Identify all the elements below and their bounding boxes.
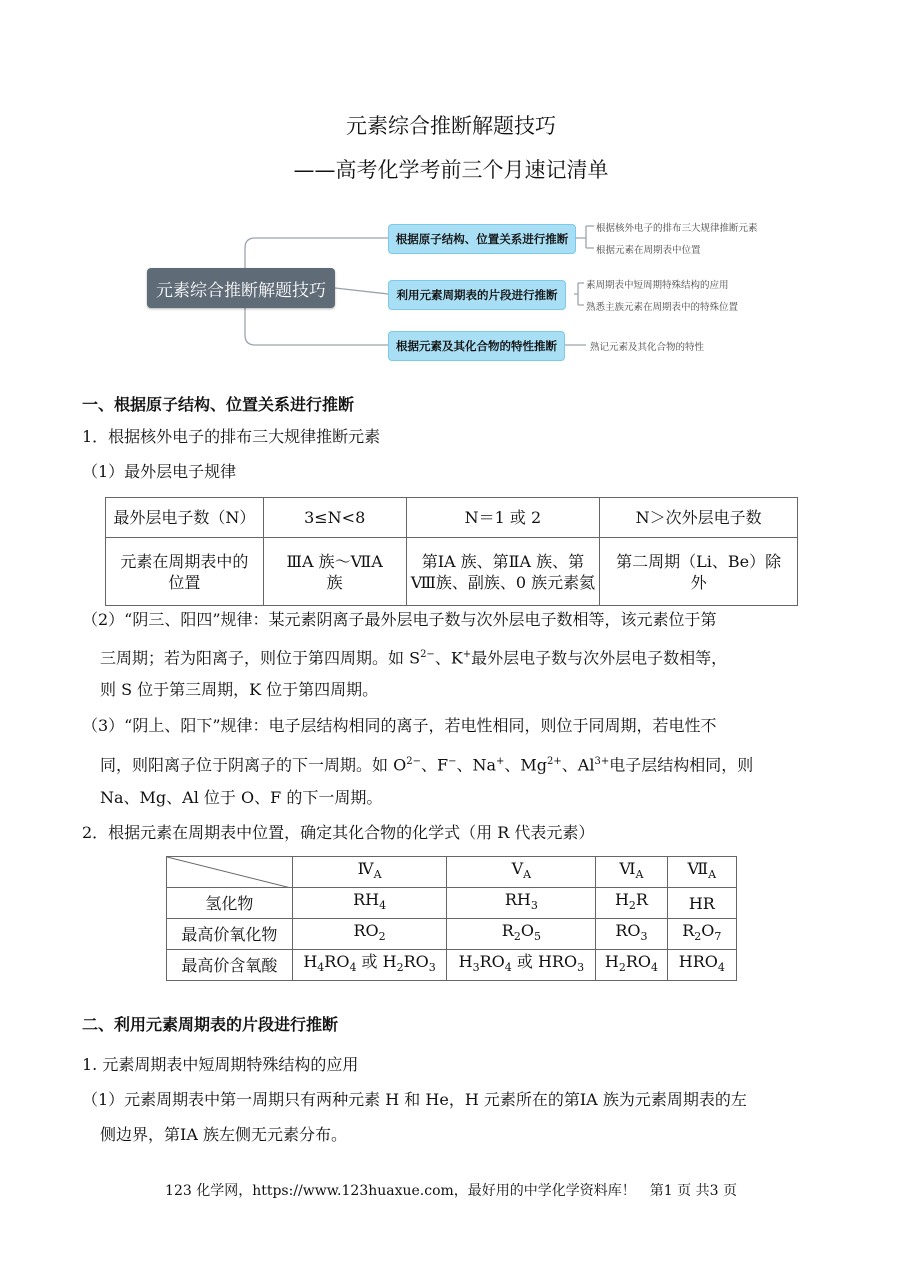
table-cell: 元素在周期表中的位置 bbox=[106, 538, 264, 606]
mindmap-leaf: 熟记元素及其化合物的特性 bbox=[590, 342, 705, 353]
paragraph-line: 则 S 位于第三周期，K 位于第四周期。 bbox=[100, 680, 379, 699]
table-cell: $RH_3$ bbox=[447, 888, 596, 919]
paragraph-line: 同，则阳离子位于阴离子的下一周期。如 $O^{2-}$、F−、Na+、$Mg^{2+}$、$Al^{3+}$电子层结构相同，则 bbox=[100, 755, 754, 775]
table-diagonal-header bbox=[167, 857, 293, 888]
mindmap-center-node: 元素综合推断解题技巧 bbox=[147, 268, 335, 308]
table-cell: $H_4RO_4$ 或 $H_2RO_3$ bbox=[292, 950, 447, 981]
table-cell: $R_2O_5$ bbox=[447, 919, 596, 950]
paragraph-line: （3）“阴上、阳下”规律：电子层结构相同的离子，若电性相同，则位于同周期，若电性不 bbox=[82, 716, 717, 735]
mindmap-leaf: 素周期表中短周期特殊结构的应用 bbox=[586, 280, 729, 291]
doc-title: 元素综合推断解题技巧 bbox=[346, 114, 556, 138]
table-row-label: 最高价含氧酸 bbox=[167, 950, 293, 981]
table-cell: 最外层电子数（N） bbox=[106, 498, 264, 538]
table-cell: $RO_3$ bbox=[596, 919, 667, 950]
section-heading: 二、利用元素周期表的片段进行推断 bbox=[82, 1015, 339, 1034]
mindmap-branch-1: 根据原子结构、位置关系进行推断 bbox=[388, 224, 576, 254]
diagonal-line bbox=[167, 857, 291, 888]
mindmap-branch-2: 利用元素周期表的片段进行推断 bbox=[388, 280, 566, 310]
paragraph-line: （1）元素周期表中第一周期只有两种元素 H 和 He，H 元素所在的第ⅠA 族为元素周期表的左 bbox=[82, 1090, 747, 1109]
table-cell: HR bbox=[667, 888, 736, 919]
mindmap-leaf: 根据元素在周期表中位置 bbox=[596, 245, 701, 256]
paragraph-line: Na、Mg、Al 位于 O、F 的下一周期。 bbox=[100, 788, 383, 807]
electron-rule-table bbox=[105, 497, 798, 606]
table-cell: 3≤N<8 bbox=[263, 498, 406, 538]
table-col-header: $Ⅶ_A$ bbox=[667, 857, 736, 888]
table-row-label: 最高价氧化物 bbox=[167, 919, 293, 950]
table-cell: $RH_4$ bbox=[292, 888, 447, 919]
table-cell: $HRO_4$ bbox=[667, 950, 736, 981]
table-cell: 第ⅠA 族、第ⅡA 族、第Ⅷ族、副族、0 族元素氦 bbox=[406, 538, 600, 606]
paragraph-line: （2）“阴三、阳四”规律：某元素阴离子最外层电子数与次外层电子数相等，该元素位于第 bbox=[82, 610, 717, 629]
table-cell: $H_2R$ bbox=[596, 888, 667, 919]
mindmap-connectors bbox=[0, 0, 902, 380]
table-col-header: $Ⅳ_A$ bbox=[292, 857, 447, 888]
section-heading: 一、根据原子结构、位置关系进行推断 bbox=[82, 395, 355, 414]
sub-item-text: （1）最外层电子规律 bbox=[82, 462, 237, 481]
table-col-header: $Ⅴ_A$ bbox=[447, 857, 596, 888]
table-cell: 第二周期（Li、Be）除外 bbox=[600, 538, 798, 606]
table-col-header: $Ⅵ_A$ bbox=[596, 857, 667, 888]
table-cell: $H_3RO_4$ 或 $HRO_3$ bbox=[447, 950, 596, 981]
table-row-label: 氢化物 bbox=[167, 888, 293, 919]
mindmap-branch-3: 根据元素及其化合物的特性推断 bbox=[388, 331, 565, 361]
table-cell: $H_2RO_4$ bbox=[596, 950, 667, 981]
compound-formula-table bbox=[166, 856, 737, 981]
item-text: 1．根据核外电子的排布三大规律推断元素 bbox=[82, 427, 381, 446]
paragraph-line: 三周期；若为阳离子，则位于第四周期。如 $S^{2-}$、K+最外层电子数与次外层电子数相等， bbox=[100, 648, 728, 668]
table-cell: N＞次外层电子数 bbox=[600, 498, 798, 538]
table-cell: $RO_2$ bbox=[292, 919, 447, 950]
doc-subtitle: ——高考化学考前三个月速记清单 bbox=[293, 158, 609, 182]
item-text: 1. 元素周期表中短周期特殊结构的应用 bbox=[82, 1055, 359, 1074]
table-cell: $R_2O_7$ bbox=[667, 919, 736, 950]
table-cell: ⅢA 族～ⅦA族 bbox=[263, 538, 406, 606]
mindmap-leaf: 根据核外电子的排布三大规律推断元素 bbox=[596, 223, 758, 234]
paragraph-line: 侧边界，第ⅠA 族左侧无元素分布。 bbox=[100, 1125, 347, 1144]
page-footer: 123 化学网，https://www.123huaxue.com，最好用的中学化学资料库！ 第1 页 共3 页 bbox=[165, 1183, 737, 1199]
mindmap-leaf: 熟悉主族元素在周期表中的特殊位置 bbox=[586, 302, 739, 313]
table-cell: N＝1 或 2 bbox=[406, 498, 600, 538]
item-text: 2．根据元素在周期表中位置，确定其化合物的化学式（用 R 代表元素） bbox=[82, 823, 595, 842]
